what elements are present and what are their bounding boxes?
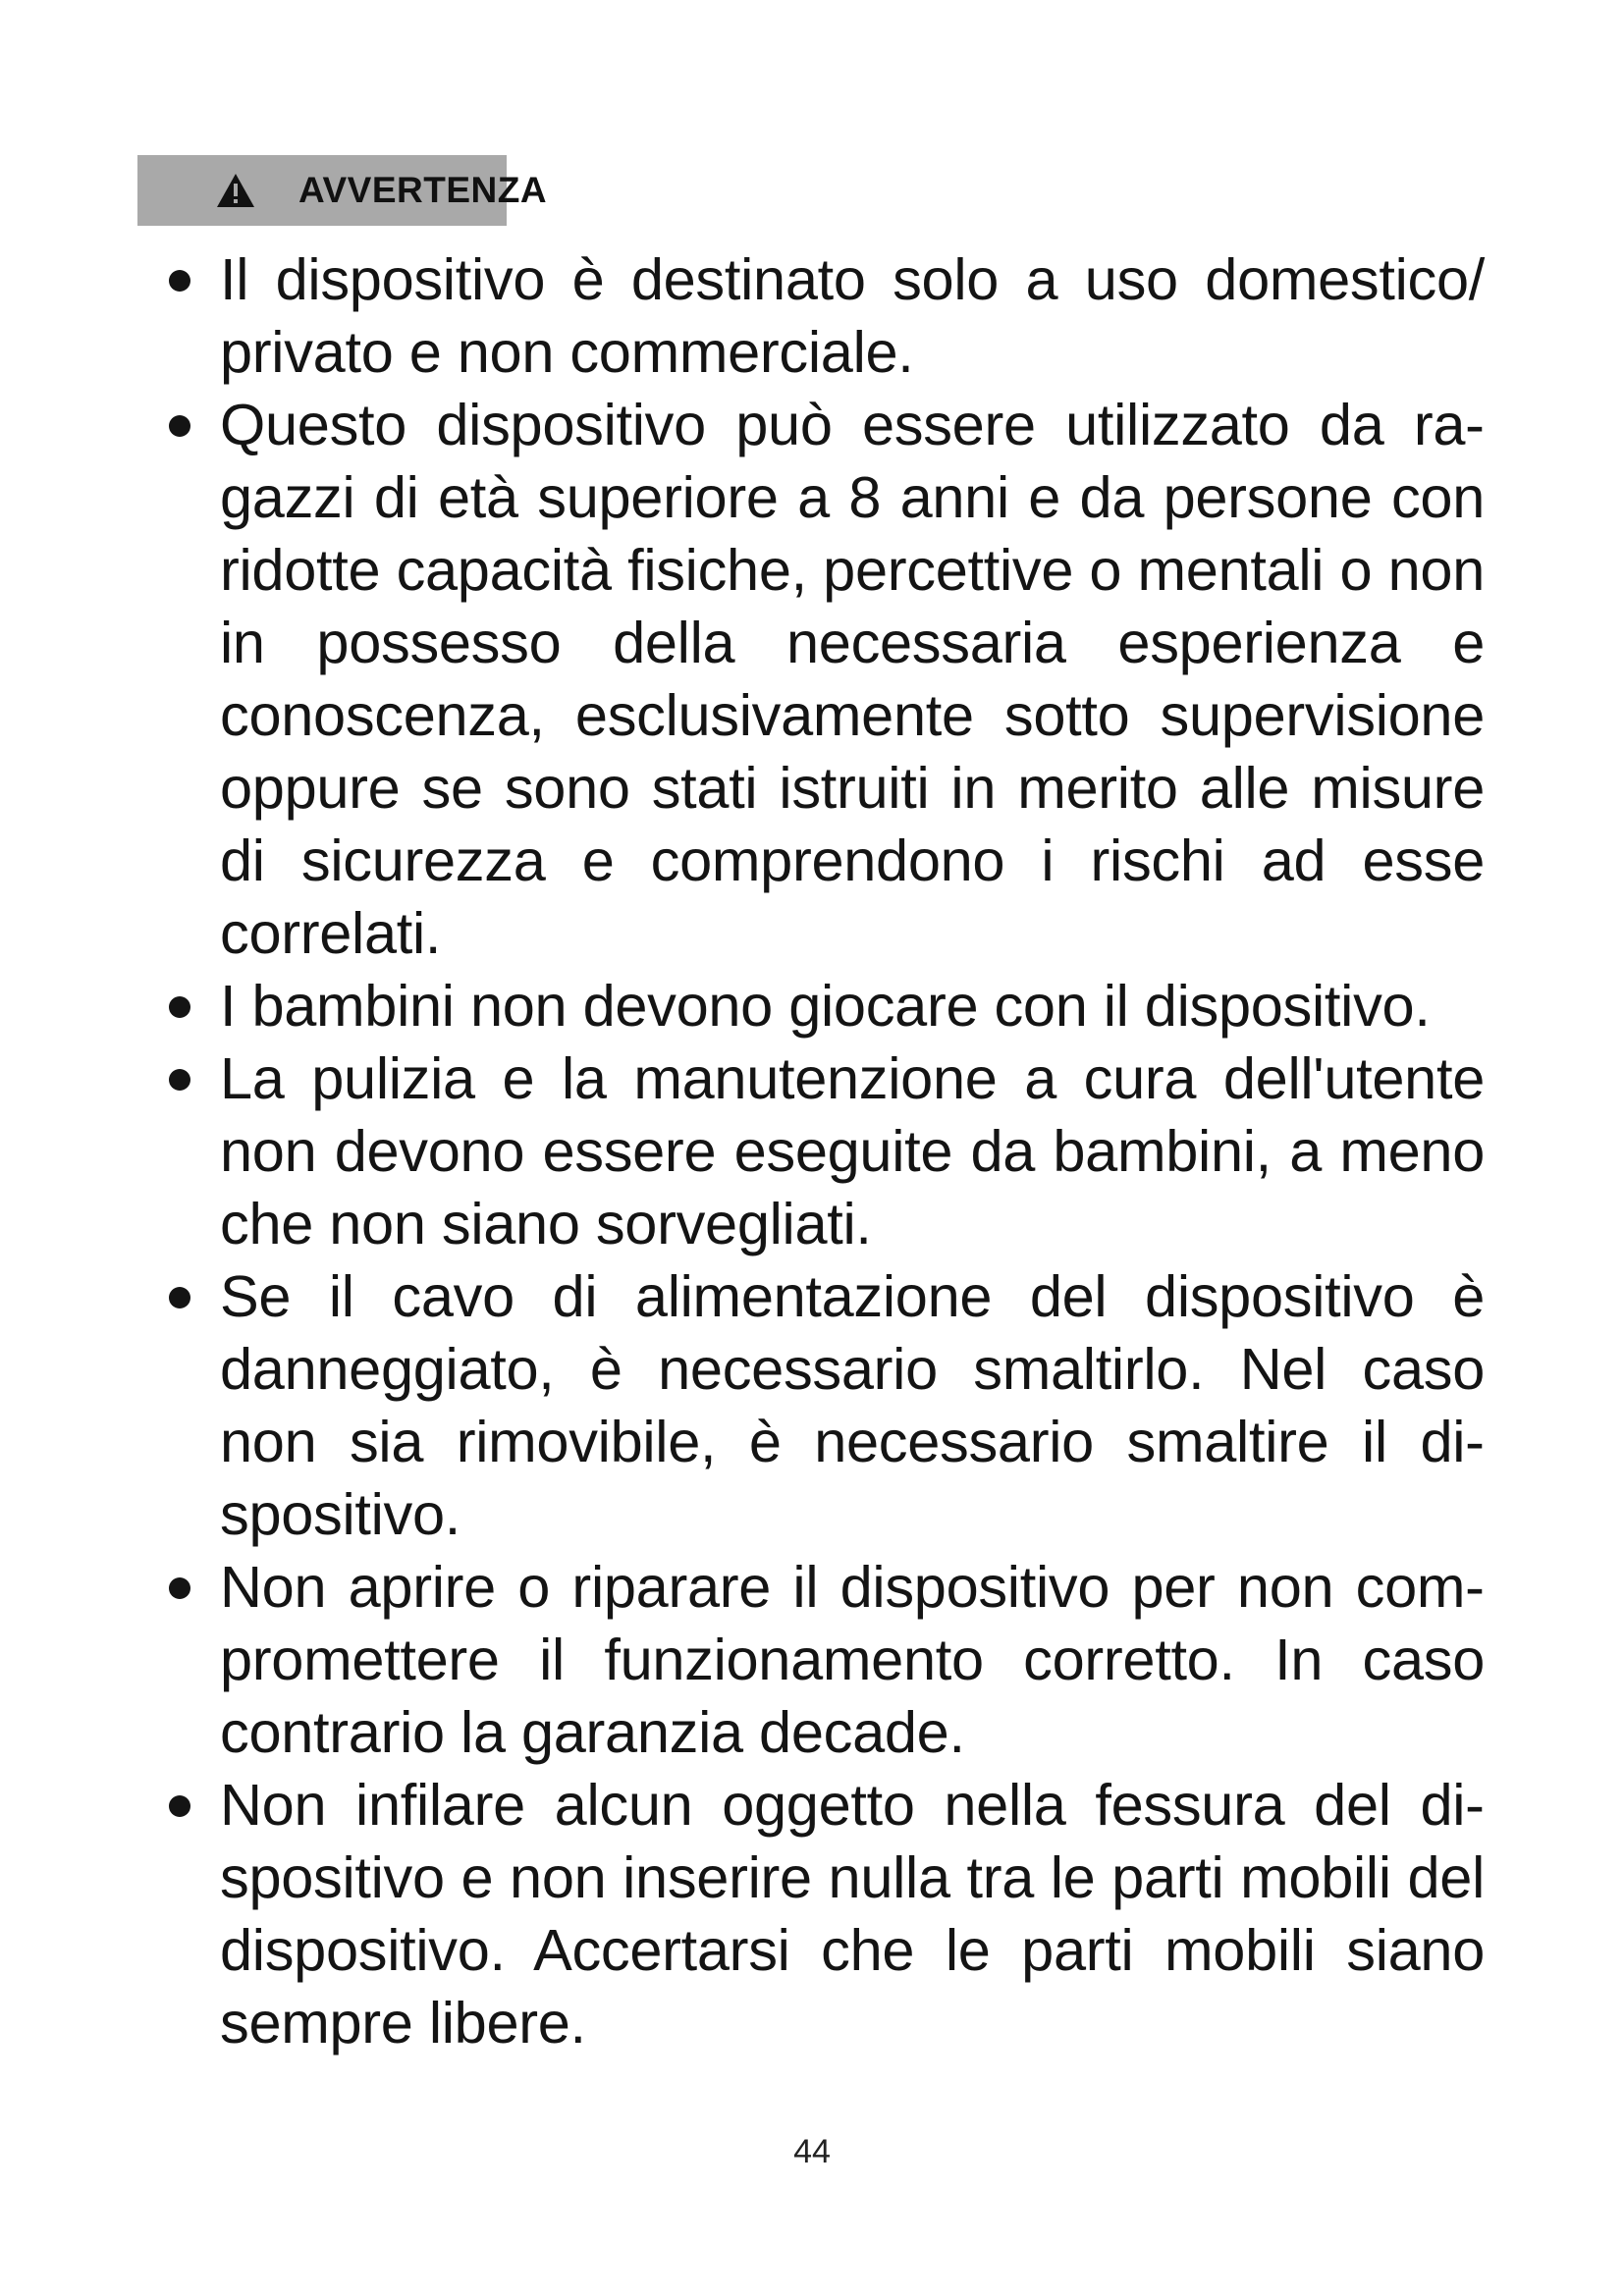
warning-title: AVVERTENZA [298, 170, 548, 210]
bullet-icon [169, 1577, 190, 1599]
bullet-icon [169, 1069, 190, 1091]
list-item-text: Non infilare alcun oggetto nella fessura del dispositivo e non inserire nulla tra le parti mobili del dispositivo. Accertarsi che le parti mobili siano sempre libere. [220, 1772, 1485, 2056]
bullet-icon [169, 270, 190, 292]
warning-triangle-icon [216, 173, 255, 208]
bullet-icon [169, 415, 190, 437]
warning-header [137, 155, 785, 226]
bullet-icon [169, 996, 190, 1018]
list-item [169, 1042, 1485, 1260]
list-item-text: La pulizia e la manutenzione a cura dell'utente non devono essere eseguite da bambini, a meno che non siano sorvegliati. [220, 1045, 1485, 1256]
warning-list [169, 243, 1485, 2059]
list-item [169, 1769, 1485, 2059]
list-item-text: Se il cavo di alimentazione del dispositivo è danneggiato, è necessario smaltirlo. Nel caso non sia rimovibile, è necessario smaltire il dispositivo. [220, 1263, 1485, 1547]
list-item [169, 1551, 1485, 1769]
list-item-text: I bambini non devono giocare con il dispositivo. [220, 973, 1431, 1039]
list-item [169, 389, 1485, 970]
list-item-text: Il dispositivo è destinato solo a uso domestico/ privato e non commerciale. [220, 246, 1485, 385]
list-item-text: Non aprire o riparare il dispositivo per non compromettere il funzionamento corretto. In caso contrario la garanzia decade. [220, 1554, 1485, 1765]
list-item-text: Questo dispositivo può essere utilizzato da ragazzi di età superiore a 8 anni e da persone con ridotte capacità fisiche, percettive o mentali o non in possesso della necessaria esperienza e conoscenza, esclusivamente sotto supervisione oppure se sono stati istruiti in merito alle misure di sicurezza e comprendono i rischi ad esse correlati. [220, 392, 1485, 966]
list-item [169, 1260, 1485, 1551]
bullet-icon [169, 1287, 190, 1308]
bullet-icon [169, 1795, 190, 1817]
page-number: 44 [793, 2133, 831, 2170]
list-item [169, 970, 1485, 1042]
list-item [169, 243, 1485, 389]
